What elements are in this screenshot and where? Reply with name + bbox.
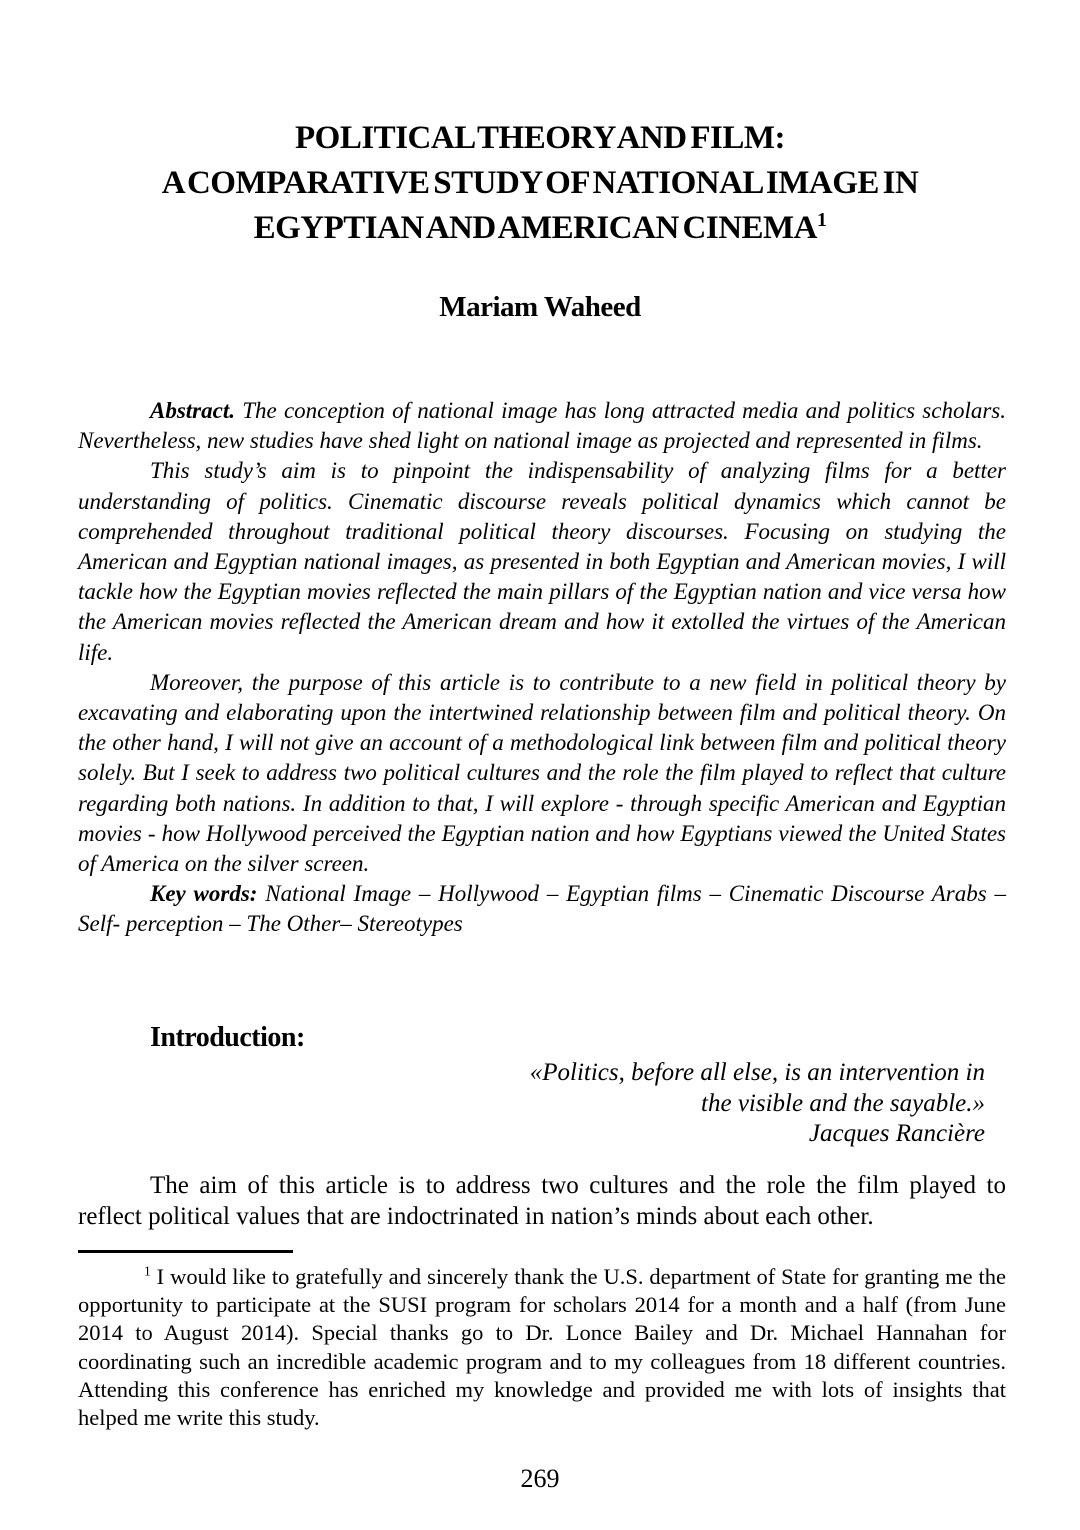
quote-attribution: Jacques Rancière <box>808 1120 985 1147</box>
footnote-separator <box>78 1250 293 1253</box>
footnote <box>78 1263 1006 1432</box>
page-number: 269 <box>520 1464 560 1493</box>
epigraph-quote <box>530 1058 985 1150</box>
abstract-lead-text: The conception of national image has long attracted media and politics scholars. Nevertheless, new studies have shed light on national image as projected and represented in films. <box>78 398 1007 454</box>
footnote-ref: 1 <box>144 1263 151 1279</box>
introduction-heading: Introduction: <box>150 1022 305 1053</box>
paper-title-line-3-text: EGYPTIAN AND AMERICAN CINEMA <box>253 210 818 246</box>
paper-title-line-2: A COMPARATIVE STUDY OF NATIONAL IMAGE IN <box>161 165 919 201</box>
abstract-paragraph: This study’s aim is to pinpoint the indispensability of analyzing films for a better understanding of politics. Cinematic discourse reveals political dynamics which cannot be comprehended throughout traditional political theory discourses. Focusing on studying the American and Egyptian national images, as presented in both Egyptian and American movies, I will tackle how the Egyptian movies reflected the main pillars of the Egyptian nation and vice versa how the American movies reflected the American dream and how it extolled the virtues of the American life. <box>78 458 1006 665</box>
keywords-label: Key words: <box>150 881 258 907</box>
abstract-section <box>78 396 1006 940</box>
quote-line-1: «Politics, before all else, is an intervention in <box>529 1059 985 1086</box>
title-footnote-ref: 1 <box>817 209 827 231</box>
paper-title-line-1: POLITICAL THEORY AND FILM: <box>295 120 785 156</box>
abstract-paragraph: Moreover, the purpose of this article is to contribute to a new field in political theory by excavating and elaborating upon the intertwined relationship between film and political theory. On the other hand, I will not give an account of a methodological link between film and political theory solely. But I seek to address two political cultures and the role the film played to reflect that culture regarding both nations. In addition to that, I will explore - through specific American and Egyptian movies - how Hollywood perceived the Egyptian nation and how Egyptians viewed the United States of America on the silver screen. <box>78 669 1006 877</box>
keywords-text: National Image – Hollywood – Egyptian films – Cinematic Discourse Arabs – Self- perception – The Other– Stereotypes <box>78 881 1006 937</box>
abstract-label: Abstract. <box>150 398 235 423</box>
paper-title-line-3 <box>0 206 1080 251</box>
abstract-lead-paragraph <box>78 396 1006 456</box>
quote-line-2: the visible and the sayable.» <box>701 1089 985 1117</box>
keywords-paragraph <box>78 879 1006 939</box>
paper-title <box>0 116 1080 251</box>
introduction-opening-paragraph: The aim of this article is to address two cultures and the role the film played to reflect political values that are indoctrinated in nation’s minds about each other. <box>78 1172 1006 1230</box>
author-name: Mariam Waheed <box>439 291 641 323</box>
footnote-text: I would like to gratefully and sincerely thank the U.S. department of State for granting me the opportunity to participate at the SUSI program for scholars 2014 for a month and a half (from June 2014 to August 2014). Special thanks go to Dr. Lonce Bailey and Dr. Michael Hannahan for coordinating such an incredible academic program and to my colleagues from 18 different countries. Attending this conference has enriched my knowledge and provided me with lots of insights that helped me write this study. <box>78 1264 1007 1431</box>
